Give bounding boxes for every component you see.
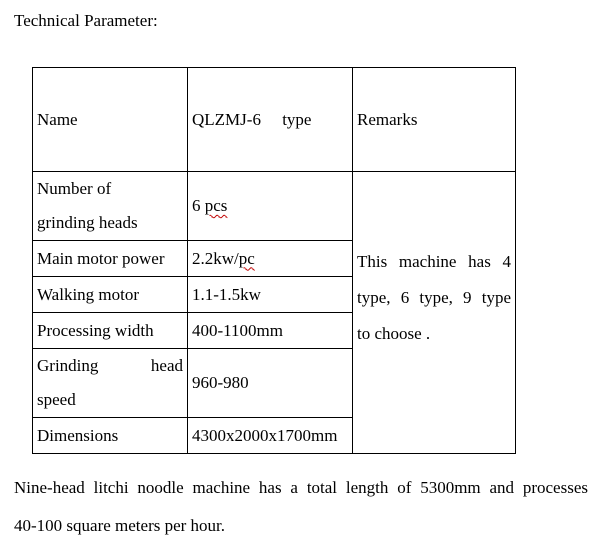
header-cell-type: QLZMJ-6 type xyxy=(188,68,353,172)
remarks-line: type, 6 type, 9 type xyxy=(357,288,511,307)
cell-param-value xyxy=(188,172,353,241)
misspelled-word: pc xyxy=(238,248,255,268)
param-name-line: Grinding head xyxy=(37,356,183,375)
cell-param-value: 1.1-1.5kw xyxy=(188,277,353,313)
param-name-line: grinding heads xyxy=(37,213,138,232)
table-row xyxy=(33,172,516,241)
param-value-text: 2.2kw/ xyxy=(192,248,239,268)
parameters-table xyxy=(32,67,516,454)
cell-remarks xyxy=(353,172,516,454)
table-header-row xyxy=(33,68,516,172)
description-line: Nine-head litchi noodle machine has a total length of 5300mm and processes xyxy=(14,478,588,497)
cell-param-name xyxy=(33,349,188,418)
page-title: Technical Parameter: xyxy=(14,11,158,30)
param-name-line: Number of xyxy=(37,179,112,198)
description-paragraph xyxy=(14,469,588,545)
cell-param-value xyxy=(188,241,353,277)
misspelled-word: pcs xyxy=(204,196,228,215)
param-name-line: speed xyxy=(37,390,76,409)
cell-param-value: 960-980 xyxy=(188,349,353,418)
remarks-line: This machine has 4 xyxy=(357,252,511,271)
description-line: 40-100 square meters per hour. xyxy=(14,516,226,535)
header-cell-remarks: Remarks xyxy=(353,68,516,172)
cell-param-name: Walking motor xyxy=(33,277,188,313)
cell-param-value: 4300x2000x1700mm xyxy=(188,418,353,454)
cell-param-name: Dimensions xyxy=(33,418,188,454)
cell-param-value: 400-1100mm xyxy=(188,313,353,349)
cell-param-name: Processing width xyxy=(33,313,188,349)
header-cell-name: Name xyxy=(33,68,188,172)
cell-param-name xyxy=(33,172,188,241)
param-value-text: 6 xyxy=(192,196,205,215)
remarks-line: to choose . xyxy=(357,324,431,343)
cell-param-name: Main motor power xyxy=(33,241,188,277)
